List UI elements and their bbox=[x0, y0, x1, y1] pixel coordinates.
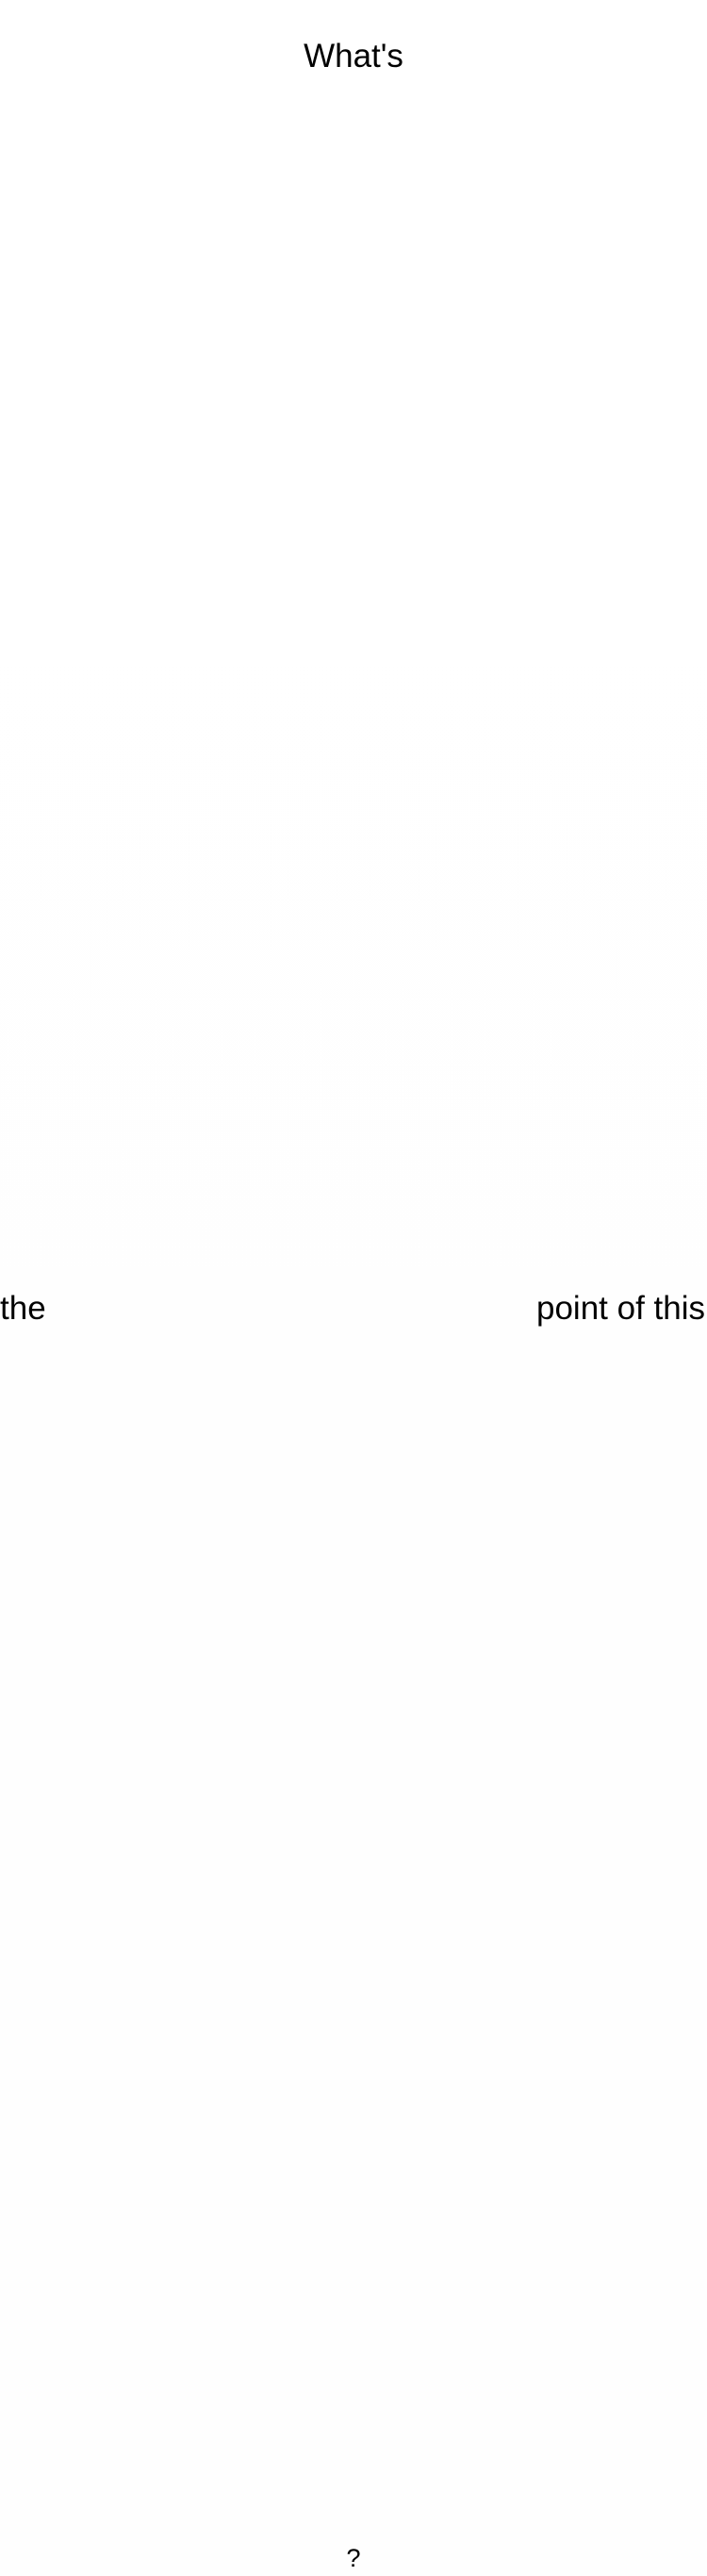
left-text: the bbox=[0, 1290, 46, 1327]
bottom-text: ? bbox=[346, 2544, 361, 2572]
page-title: What's bbox=[304, 38, 403, 74]
right-text: point of this bbox=[536, 1290, 705, 1327]
